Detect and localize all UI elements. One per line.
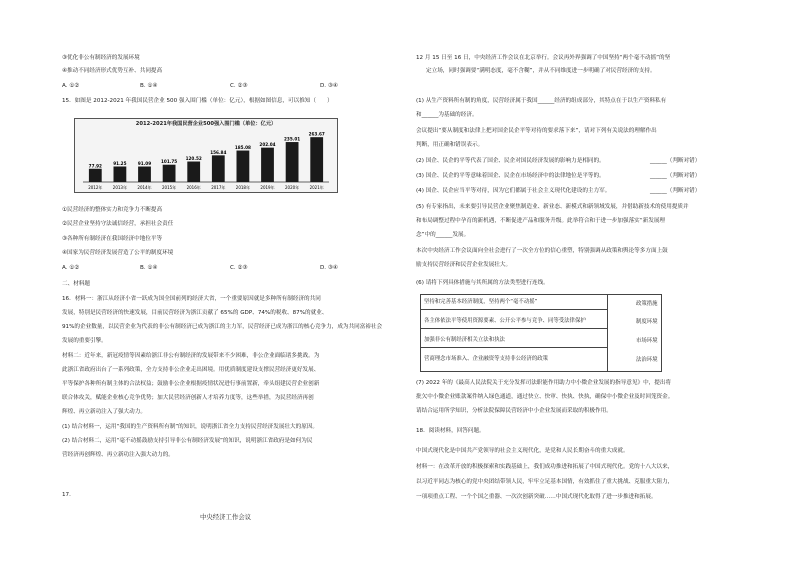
r-line: 判断，用正确和错误表示。 xyxy=(416,142,484,148)
r-line: (1) 从生产资料所有制的角度，民营经济属于我国______经济的组成部分，其特点在于以生产资料私有 xyxy=(416,98,667,104)
bar xyxy=(237,151,250,182)
answer2-b: B. ①④ xyxy=(140,265,158,271)
bar-value-label: 120.52 xyxy=(185,156,202,162)
x-tick-label: 2020年 xyxy=(285,185,300,190)
r-line: 18．阅读材料，回答问题。 xyxy=(416,428,485,434)
r-line: 以习近平同志为核心的党中央团结带领人民，牢牢立足基本国情，有效抓住了重大挑战、克服重大阻力， xyxy=(416,479,674,485)
p16-line: (2) 结合材料二，运用“毫不动摇鼓励支持引导非公有制经济发展”的知识，说明浙江省政府是如何为民 xyxy=(62,438,313,444)
r-line: 请结合运用所学知识，分析法院保障民营经济中小企业发展而采取的积极作用。 xyxy=(416,408,612,414)
table-row: 加强非公有制经济相关立法和执法 xyxy=(421,333,607,348)
method-label: 制度环境 xyxy=(636,319,658,325)
chart-title: 2012-2021年我国民营企业500强入围门槛（单位：亿元） xyxy=(135,121,277,127)
q15-item-1: ①民营经济的整体实力和竞争力不断提高 xyxy=(62,207,163,213)
answer-b: B. ①④ xyxy=(140,83,158,89)
q15-item-4: ④国家为民营经济发展营造了公平的制度环境 xyxy=(62,250,174,256)
x-tick-label: 2014年 xyxy=(137,185,152,190)
bar-value-label: 202.04 xyxy=(259,142,276,148)
table-row: 坚持和完善基本经济制度，坚持两个“毫不动摇” xyxy=(421,295,607,310)
x-tick-label: 2013年 xyxy=(112,185,127,190)
x-tick-label: 2018年 xyxy=(235,185,250,190)
r-line: 批欠中小微企业账款案件纳入绿色通道，通过快立、快审、快执、快执，确保中小微企业及时回笼资金。 xyxy=(416,394,674,400)
p16-line: 此浙江省政府出台了一系列政策，全力支持非公企业走出困境。用优质制度建设支撑民营经济更好发展、 xyxy=(62,367,320,373)
method-label: 政策措施 xyxy=(636,301,658,307)
r-line: 材料一：在改革开放的积极探索和实践基础上，我们成功推进和拓展了中国式现代化。党的十八大以来， xyxy=(416,464,674,470)
option-line-4: ④推动不同经济形式优势互补、共同提高 xyxy=(62,68,163,74)
p16-line: 91%的企业数量，以民营企业为代表的非公有制经济已成为浙江的主力军，民营经济已成为浙江的核心竞争力，成为共同富裕社会 xyxy=(62,324,383,330)
chart-svg xyxy=(75,119,337,192)
bar xyxy=(89,169,102,182)
judge-answer: ______（判断对错） xyxy=(650,173,701,179)
answer2-c: C. ②③ xyxy=(230,265,248,271)
option-line-3: ③优化非公有制经济的发展环境 xyxy=(62,55,140,61)
r-line: 12 月 15 日至 16 日，中央经济工作会议在北京举行。会议再外界强调了中国坚持“两个毫不动摇”的坚 xyxy=(416,55,671,61)
judge-text: (2) 国企、民企的平等代表了国企、民企对国民经济发展的影响力是相同的。 xyxy=(416,158,605,164)
x-tick-label: 2021年 xyxy=(309,185,324,190)
bar-value-label: 91.09 xyxy=(137,161,152,167)
p16-line: 营经济再创辉煌、再立新功注入强大动力的。 xyxy=(62,452,174,458)
bar xyxy=(286,142,299,182)
p16-line: 辉煌、再立新功注入了强大动力。 xyxy=(62,409,146,415)
r-line: 念”中的______发展。 xyxy=(416,232,470,238)
r-line: (6) 请将下列具体措施与其所属的方法类型进行连线。 xyxy=(416,280,549,286)
r-line: (7) 2022 年的《最高人民法院关于充分发挥司法职能作用助力中小微企业发展的指导意见》中，提出将 xyxy=(416,380,672,386)
bar-value-label: 185.08 xyxy=(234,145,251,151)
question-17: 17． xyxy=(62,492,75,498)
x-tick-label: 2016年 xyxy=(186,185,201,190)
bar-value-label: 156.84 xyxy=(210,149,227,155)
bar-value-label: 235.01 xyxy=(284,136,301,142)
r-line: 和______为基础的经济。 xyxy=(416,112,478,118)
r-line: (5) 有专家指出，未来要引导民营企业聚焦制造业、新业态、新模式和新领域发展，并借助新技术的使用提质并 xyxy=(416,204,689,210)
p16-line: 16．材料一：浙江从经济小省一跃成为国全国前列的经济大省，一个重要原因就是多种所有制经济的共同 xyxy=(62,296,321,302)
bar xyxy=(163,165,176,182)
judge-text: (3) 国企、民企的平等意味着国企、民企在市场经济中的法律地位是平等的。 xyxy=(416,173,605,179)
bar xyxy=(114,166,127,182)
table-row: 各主体依法平等使用资源要素、公开公平参与竞争、同等受法律保护 xyxy=(421,314,607,329)
r-line: 励支持民营经济和民营企业发展壮大。 xyxy=(416,262,512,268)
x-tick-label: 2019年 xyxy=(260,185,275,190)
answer2-d: D. ③④ xyxy=(320,265,338,271)
judge-answer: ______（判断对错） xyxy=(650,158,701,164)
r-line: 一项项重点工程、一个个国之重器、一次次创新突破……中国式现代化取得了进一步推进和拓展。 xyxy=(416,494,657,500)
bar xyxy=(310,137,323,182)
r-line: 本次中央经济工作会议面向全社会进行了一次全方位的信心重塑，特别强调从政策和舆论等多方面上鼓 xyxy=(416,248,668,254)
bar-value-label: 91.25 xyxy=(113,160,127,166)
section-heading: 二、材料题 xyxy=(62,281,90,287)
table-row: 营商理念市场准入、企业融资等支持非公经济的政策 xyxy=(424,356,548,362)
matching-table xyxy=(420,294,662,372)
method-label: 市场环境 xyxy=(636,338,658,344)
table-right-col xyxy=(607,295,662,371)
bar-value-label: 101.75 xyxy=(161,159,178,165)
p16-line: 联合体攻关，赋能企业核心竞争优势；加大民营经济创新人才培养力度等，这些举措，为民营经济再创 xyxy=(62,395,314,401)
x-tick-label: 2012年 xyxy=(88,185,103,190)
p16-line: 材料二：近年来，新冠疫情等因素给浙江非公有制经济的发展带来不少困难，非公企业面临诸多挑战。为 xyxy=(62,353,320,359)
answer2-a: A. ①② xyxy=(62,265,80,271)
judge-answer: ______（判断对错） xyxy=(650,188,701,194)
bar-value-label: 77.92 xyxy=(88,163,102,169)
p16-line: 发展的重要引擎。 xyxy=(62,338,107,344)
q15-item-2: ②民营企业坚持守法诚信经营，承担社会责任 xyxy=(62,221,174,227)
r-line: 和布局调整过程中孕育的新机遇，不断促进产品和服务升级。此举符合和于进一步加强落实“新发展理 xyxy=(416,218,666,224)
answer-d: D. ③④ xyxy=(320,83,338,89)
x-tick-label: 2017年 xyxy=(211,185,226,190)
bar-chart xyxy=(74,118,338,193)
method-label: 法治环境 xyxy=(636,357,658,363)
r-line: 定立场，同时强调要“满明态度，毫不含糊”，并从不同维度进一步明确了对民营经济的支持。 xyxy=(426,68,656,74)
judge-text: (4) 国企、民企应当平等对待，因为它们都属于社会主义现代化建设的主力军。 xyxy=(416,188,611,194)
x-tick-label: 2015年 xyxy=(162,185,177,190)
answer-a: A. ①② xyxy=(62,83,80,89)
bar xyxy=(261,148,274,182)
bar xyxy=(187,162,200,182)
bar xyxy=(212,155,225,182)
q15-item-3: ③各种所有制经济在我国经济中地位平等 xyxy=(62,236,163,242)
bar-value-label: 263.67 xyxy=(308,131,325,137)
p16-line: (1) 结合材料一，运用“我国的生产资料所有制”的知识，说明浙江省全力支持民营经济发展壮大的原因。 xyxy=(62,424,319,430)
r-line: 会议提出“要从制度和法律上把对国企民企平等对待的要求落下来”，请对下列有关说法的理解作出 xyxy=(416,128,657,134)
p16-line: 发展，特别是民营经济的快速发展，目前民营经济为浙江贡献了 65%的 GDP、74%的税收、87%的就业、 xyxy=(62,310,328,316)
answer-c: C. ②③ xyxy=(230,83,248,89)
question-15: 15．如图是 2012-2021 年我国民营企业 500 强入围门槛（单位：亿元），根据如图信息，可以推知（ ） xyxy=(62,98,333,104)
r-line: 中国式现代化是中国共产党领导的社会主义现代化，是党和人民长期奋斗的重大成就。 xyxy=(416,448,629,454)
bar xyxy=(138,167,151,182)
q17-title: 中央经济工作会议 xyxy=(200,513,252,521)
p16-line: 平等保护各种所有制主体的合法权益；鼓励非公企业根据疫情状况进行事前置新，牵头组建民营企业创新 xyxy=(62,381,320,387)
